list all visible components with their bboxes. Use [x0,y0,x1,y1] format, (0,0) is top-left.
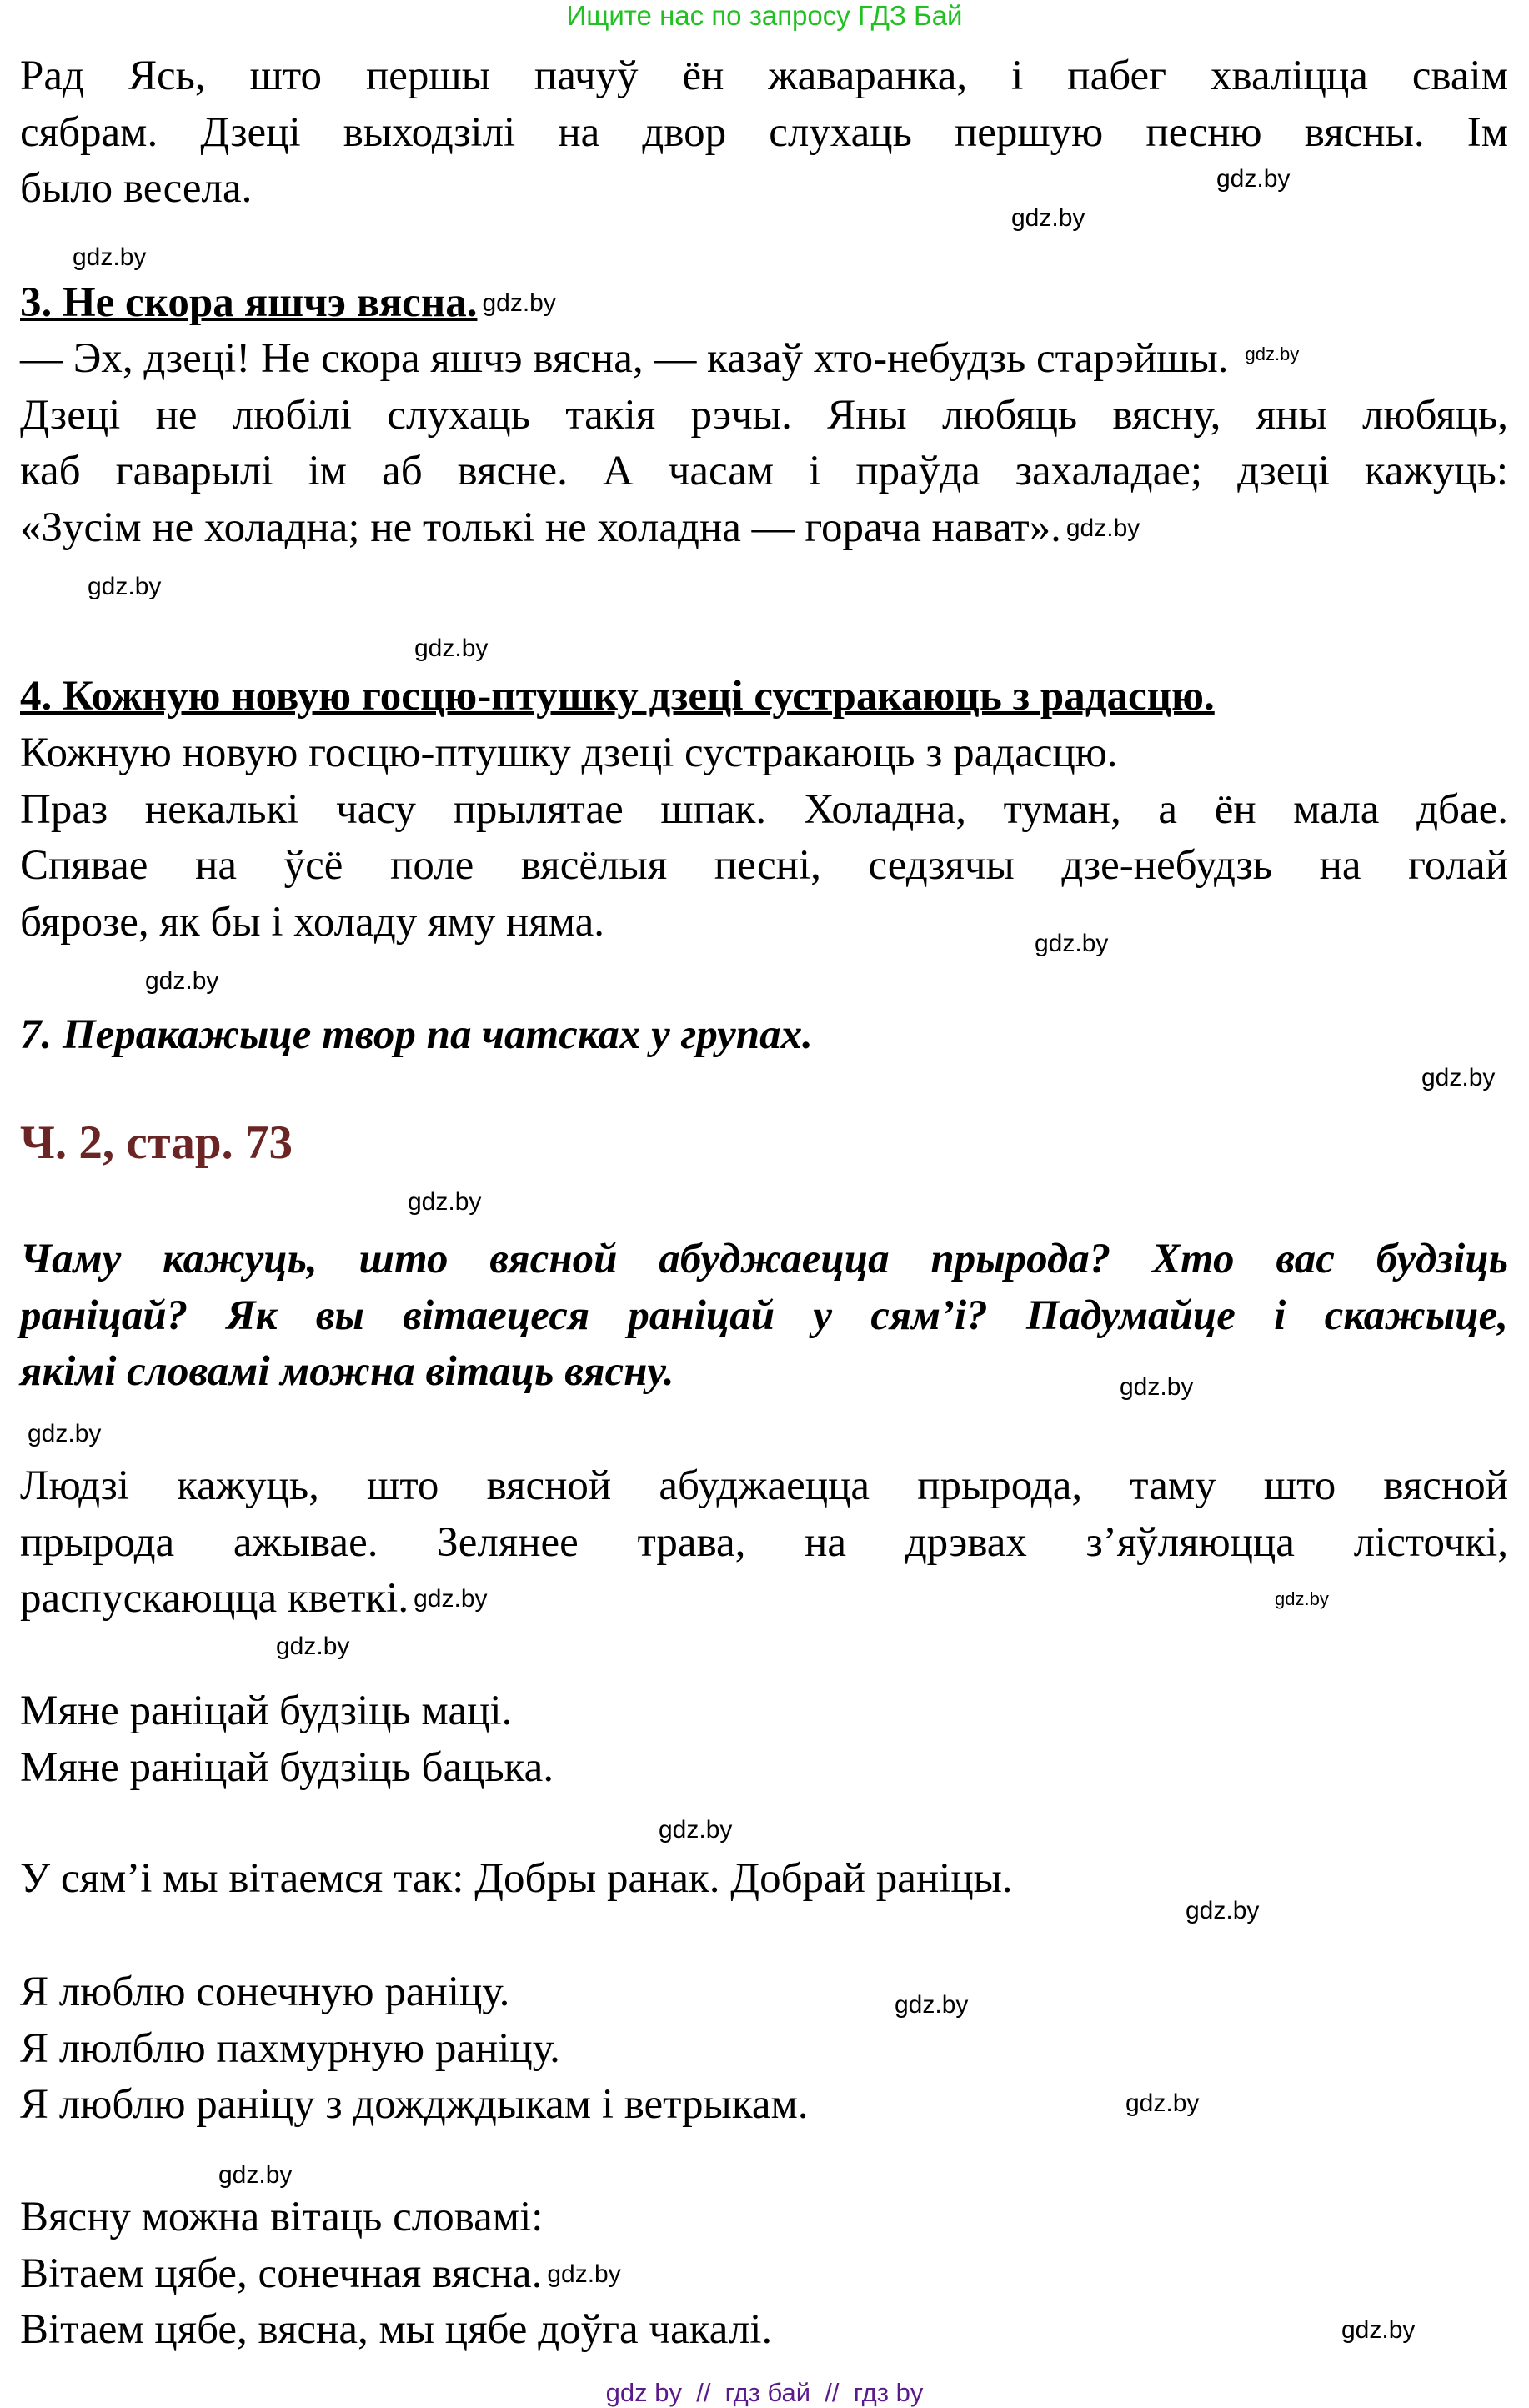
text-line [20,500,1508,557]
task-7: 7. Перакажыце твор па чатсках у групах. [20,1011,813,1058]
text-line-content: «Зусім не холадна; не толькі не холадна — горача нават». [20,504,1061,551]
text-line: каб гаварылі ім аб вясне. А часам і праўда захаладае; дзеці кажуць: [20,448,1508,494]
heading-text: 3. Не скора яшчэ вясна. [20,279,478,326]
watermark: gdz.by [659,1816,733,1844]
watermark: gdz.by [482,289,556,317]
footer-links[interactable]: gdz by // гдз бай // гдз by [605,2378,924,2407]
watermark: gdz.by [145,967,219,995]
text-line: Я люблю сонечную раніцу. [20,1969,510,2015]
text-line: Я люблю раніцу з дождждыкам і ветрыкам. [20,2081,809,2128]
spring-lines [20,2190,1508,2359]
watermark: gdz.by [1065,514,1140,542]
text-line: сябрам. Дзеці выходзілі на двор слухаць першую песню вясны. Ім [20,108,1508,156]
text-line-content: распускаюцца кветкі. [20,1575,409,1622]
heading-3 [20,275,1508,332]
heading-text: 4. Кожную новую госцю-птушку дзеці сустракаюць з радасцю. [20,673,1215,720]
text-line: раніцай? Як вы вітаецеся раніцай у сям’і? Падумайце і скажыце, [20,1292,1508,1339]
watermark: gdz.by [408,1188,482,1216]
text-line [20,2246,1508,2303]
watermark: gdz.by [1035,930,1109,957]
text-line-content: Вітаем цябе, сонечная вясна. [20,2250,543,2297]
love-lines [20,1964,1508,2134]
text-line: Вясну можна вітаць словамі: [20,2194,544,2240]
section-title: Ч. 2, стар. 73 [20,1116,293,1169]
text-line: Людзі кажуць, што вясной абуджаецца прырода, таму што вясной [20,1462,1508,1509]
watermark: gdz.by [88,573,162,600]
question [20,1232,1508,1401]
text-line: якімі словамі можна вітаць вясну. [20,1348,674,1395]
watermark: gdz.by [276,1633,350,1660]
watermark: gdz.by [1186,1897,1260,1924]
text-line: Рад Ясь, што першы пачуў ён жаваранка, і пабег хваліцца сваім [20,53,1508,99]
watermark: gdz.by [1275,1588,1329,1609]
text-line: Чаму кажуць, што вясной абуджаецца прырода? Хто вас будзіць [20,1236,1508,1282]
watermark: gdz.by [1011,204,1085,232]
watermark: gdz.by [218,2161,293,2189]
text-line: Дзеці не любілі слухаць такія рэчы. Яны любяць вясну, яны любяць, [20,391,1508,439]
paragraph-2 [20,331,1508,556]
watermark: gdz.by [1125,2089,1200,2117]
text-line: прырода ажывае. Зелянее трава, на дрэвах з’яўляюцца лісточкі, [20,1518,1508,1566]
text-line: Вітаем цябе, вясна, мы цябе доўга чакалі. [20,2306,773,2353]
search-hint-link[interactable]: Ищите нас по запросу ГДЗ Бай [566,0,963,31]
watermark: gdz.by [1120,1373,1194,1401]
text-line: Я люлблю пахмурную раніцу. [20,2024,560,2072]
text-line: Мяне раніцай будзіць маці. [20,1688,513,1734]
watermark: gdz.by [547,2260,621,2288]
watermark: gdz.by [1341,2316,1416,2344]
watermark: gdz.by [73,243,147,271]
watermark: gdz.by [28,1420,102,1447]
greet-line [20,1851,1508,1908]
text-line: У сям’і мы вітаемся так: Добры ранак. Добрай раніцы. [20,1855,1013,1902]
text-line: Мяне раніцай будзіць бацька. [20,1743,554,1791]
text-line: Спявае на ўсё поле вясёлыя песні, седзячы дзе-небудзь на голай [20,842,1508,889]
text-line: Кожную новую госцю-птушку дзеці сустракаюць з радасцю. [20,730,1118,776]
watermark: gdz.by [1421,1064,1496,1091]
text-line: было весела. [20,165,253,212]
text-line: Праз некалькі часу прылятае шпак. Холадна, туман, а ён мала дбае. [20,785,1508,833]
watermark: gdz.by [895,1991,969,2019]
watermark: gdz.by [414,1585,488,1613]
watermark: gdz.by [1216,165,1291,193]
watermark: gdz.by [1245,344,1300,364]
text-line: бярозе, як бы і холаду яму няма. [20,898,605,946]
watermark: gdz.by [414,635,489,662]
text-line-content: — Эх, дзеці! Не скора яшчэ вясна, — казаў хто-небудзь старэйшы. [20,335,1229,382]
heading-4 [20,669,1508,725]
wake-lines [20,1683,1508,1796]
text-line [20,331,1508,388]
paragraph-3 [20,725,1508,951]
